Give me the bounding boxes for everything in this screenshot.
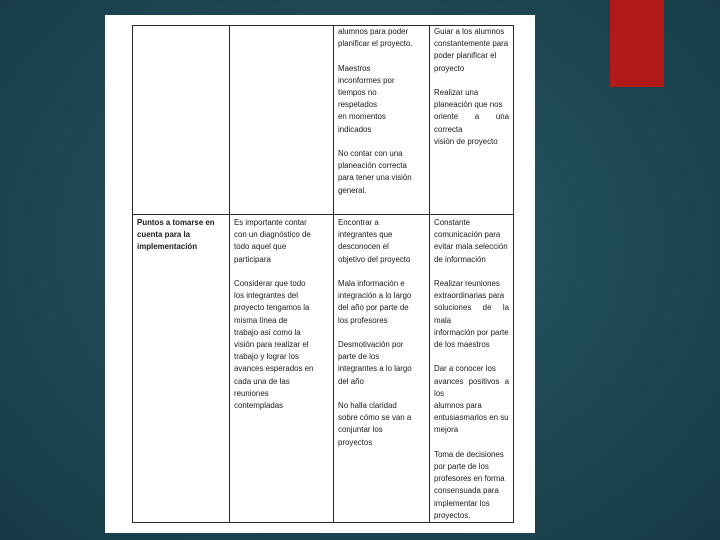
table-cell-empty-1 bbox=[133, 26, 230, 215]
table-cell-problems-continued bbox=[334, 26, 430, 215]
table-cell-solutions bbox=[430, 215, 514, 523]
document-page bbox=[105, 15, 535, 533]
cell-text: Constante comunicación para evitar mala selección de información Realizar reuniones extraordinarias para soluciones de la mala información por parte de los maestros Dar a conocer los avances positivos a los alumnos para entusiasmarlos en su mejora Toma de decisiones por parte de los profesores en forma consensuada para implementar los proyectos. bbox=[434, 218, 509, 520]
table-cell-solutions-continued bbox=[430, 26, 514, 215]
red-accent-bar bbox=[610, 0, 664, 87]
table-row-continuation bbox=[133, 26, 514, 215]
cell-text: Guiar a los alumnos constantemente para poder planificar el proyecto Realizar una planeación que nos oriente a una correcta visión de proyecto bbox=[434, 27, 509, 146]
table-cell-empty-2 bbox=[230, 26, 334, 215]
table-row-implementation bbox=[133, 215, 514, 523]
table-cell-considerations bbox=[230, 215, 334, 523]
table-cell-row-title bbox=[133, 215, 230, 523]
cell-text: Encontrar a integrantes que desconocen el objetivo del proyecto Mala información e integración a lo largo del año por parte de los profesores Desmotivación por parte de los integrantes a lo largo del año No halla claridad sobre cómo se van a conjuntar los proyectos bbox=[338, 218, 412, 447]
cell-text: Es importante contar con un diagnóstico de todo aquel que participara Considerar que todo los integrantes del proyecto tengamos la misma línea de trabajo así como la visión para realizar el trabajo y lograr los avances esperados en cada una de las reuniones contempladas bbox=[234, 218, 314, 411]
row-title: Puntos a tomarse en cuenta para la implementación bbox=[137, 218, 215, 252]
document-table bbox=[132, 25, 514, 523]
table-cell-problems bbox=[334, 215, 430, 523]
cell-text: alumnos para poder planificar el proyecto. Maestros inconformes por tiempos no respetados en momentos indicados No contar con una planeación correcta para tener una visión general. bbox=[338, 27, 413, 195]
